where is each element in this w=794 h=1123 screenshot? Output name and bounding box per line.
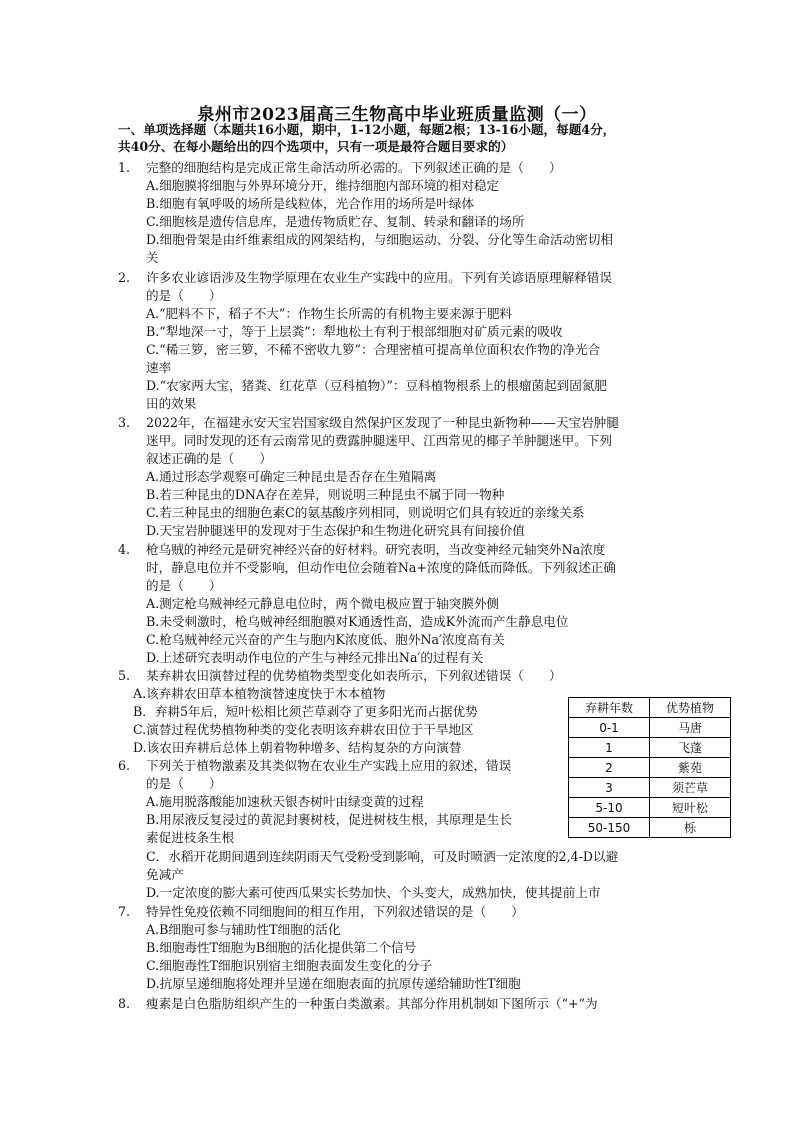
question-1-stem: 1. 完整的细胞结构是完成正常生命活动所必需的。下列叙述正确的是（ ）: [118, 160, 562, 175]
question-1-option-b: B.细胞有氧呼吸的场所是线粒体，光合作用的场所是叶绿体: [146, 196, 475, 211]
question-8-stem: 8. 瘦素是白色脂肪组织产生的一种蛋白类激素。其部分作用机制如下图所示（“+”为: [118, 996, 598, 1011]
question-2-option-d: D.“农家两大宝，猪粪、红花草（豆科植物）”：豆科植物根系上的根瘤菌起到固氮肥: [146, 378, 608, 393]
table-header: 优势植物: [650, 698, 731, 718]
question-4-option-d: D.上述研究表明动作电位的产生与神经元排出Na′的过程有关: [146, 650, 484, 665]
table-row: [569, 718, 731, 738]
question-7-option-a: A.B细胞可参与辅助性T细胞的活化: [146, 922, 341, 937]
question-5-option-b: B．弃耕5年后，短叶松相比须芒草剥夺了更多阳光而占据优势: [133, 704, 478, 719]
table-cell: 紫苑: [650, 758, 731, 778]
question-4-option-b: B.未受刺激时，枪乌贼神经细胞膜对K通透性高，造成K外流而产生静息电位: [146, 614, 569, 629]
table-cell: 0-1: [569, 718, 650, 738]
section-heading: 一、单项选择题（本题共16小题，期中，1-12小题，每题2根；13-16小题，每题4分，: [118, 122, 616, 137]
table-row: [569, 818, 731, 838]
table-cell: 1: [569, 738, 650, 758]
question-4-option-c: C.枪乌贼神经元兴奋的产生与胞内K浓度低、胞外Na′浓度高有关: [146, 632, 505, 647]
question-4-option-a: A.测定枪乌贼神经元静息电位时，两个微电极应置于轴突膜外侧: [146, 596, 500, 611]
table-cell: 3: [569, 778, 650, 798]
question-3-option-a: A.通过形态学观察可确定三种昆虫是否存在生殖隔离: [146, 469, 437, 484]
question-1-option-a: A.细胞膜将细胞与外界环境分开，维持细胞内部环境的相对稳定: [146, 178, 500, 193]
question-7-option-b: B.细胞毒性T细胞为B细胞的活化提供第二个信号: [146, 940, 417, 955]
question-6-stem-cont: 的是（ ）: [146, 776, 222, 791]
page-title: 泉州市2023届高三生物高中毕业班质量监测（一）: [197, 105, 597, 125]
question-3-option-c: C.若三种昆虫的细胞色素C的氨基酸序列相同，则说明它们具有较近的亲缘关系: [146, 505, 585, 520]
table-cell: 马唐: [650, 718, 731, 738]
question-7-option-c: C.细胞毒性T细胞识别宿主细胞表面发生变化的分子: [146, 958, 433, 973]
table-row: [569, 778, 731, 798]
question-4-stem: 4. 枪乌贼的神经元是研究神经兴奋的好材料。研究表明，当改变神经元轴突外Na浓度: [118, 542, 606, 557]
question-7-stem: 7. 特异性免疫依赖不同细胞间的相互作用，下列叙述错误的是（ ）: [118, 904, 524, 919]
table-cell: 须芒草: [650, 778, 731, 798]
question-2-stem: 2. 许多农业谚语涉及生物学原理在农业生产实践中的应用。下列有关谚语原理解释错误: [118, 270, 612, 285]
table-row: [569, 798, 731, 818]
question-2-option-c: C.“稀三箩，密三箩，不稀不密收九箩”：合理密植可提高单位面积农作物的净光合: [146, 342, 601, 357]
question-2-option-b: B.“犁地深一寸，等于上层粪”：犁地松土有利于根部细胞对矿质元素的吸收: [146, 324, 563, 339]
question-3-stem-cont: 迷甲。同时发现的还有云南常见的费露肿腿迷甲、江西常见的椰子羊肿腿迷甲。下列: [146, 433, 612, 448]
table-row: [569, 738, 731, 758]
question-5-option-a: A.该弃耕农田草本植物演替速度快于木本植物: [133, 686, 386, 701]
table-row: [569, 758, 731, 778]
question-1-option-d: D.细胞骨架是由纤维素组成的网架结构，与细胞运动、分裂、分化等生命活动密切相: [146, 232, 614, 247]
question-3-option-b: B.若三种昆虫的DNA存在差异，则说明三种昆虫不属于同一物种: [146, 487, 505, 502]
question-3-option-d: D.天宝岩肿腿迷甲的发现对于生态保护和生物进化研究具有间接价值: [146, 523, 525, 538]
question-6-option-b-cont: 素促进枝条生根: [146, 830, 235, 845]
table-cell: 5-10: [569, 798, 650, 818]
question-6-option-b: B.用尿液反复浸过的黄泥封裹树枝，促进树枝生根，其原理是生长: [146, 812, 512, 827]
question-4-stem-cont: 时，静息电位并不受影响，但动作电位会随着Na+浓度的降低而降低。下列叙述正确: [146, 560, 616, 575]
question-4-stem-cont2: 的是（ ）: [146, 578, 222, 593]
question-3-stem-cont2: 叙述正确的是（ ）: [146, 451, 272, 466]
question-5-option-d: D.该农田弃耕后总体上朝着物种增多、结构复杂的方向演替: [133, 740, 462, 755]
succession-table: [568, 697, 731, 838]
question-1-option-d-cont: 关: [146, 250, 159, 265]
table-cell: 短叶松: [650, 798, 731, 818]
question-6-option-c: C．水稻开花期间遇到连续阴雨天气受粉受到影响，可及时喷洒一定浓度的2,4-D以避: [146, 849, 619, 864]
table-cell: 50-150: [569, 818, 650, 838]
question-6-option-c-cont: 免减产: [146, 867, 184, 882]
question-2-option-c-cont: 速率: [146, 360, 172, 375]
question-6-option-a: A.施用脱落酸能加速秋天银杏树叶由绿变黄的过程: [146, 794, 424, 809]
table-cell: 2: [569, 758, 650, 778]
question-5-stem: 5. 某弃耕农田演替过程的优势植物类型变化如表所示，下列叙述错误（ ）: [118, 668, 562, 683]
section-heading-cont: 共40分、在每小题给出的四个选项中，只有一项是最符合题目要求的）: [118, 139, 514, 154]
question-5-option-c: C.演替过程优势植物种类的变化表明该弃耕农田位于干旱地区: [133, 722, 474, 737]
question-1-option-c: C.细胞核是遗传信息库，是遗传物质贮存、复制、转录和翻译的场所: [146, 214, 525, 229]
question-7-option-d: D.抗原呈递细胞将处理并呈递在细胞表面的抗原传递给辅助性T细胞: [146, 976, 521, 991]
question-3-stem: 3. 2022年，在福建永安天宝岩国家级自然保护区发现了一种昆虫新物种——天宝岩肿腿: [118, 415, 619, 430]
question-6-stem: 6. 下列关于植物激素及其类似物在农业生产实践上应用的叙述，错误: [118, 758, 512, 773]
table-header: 弃耕年数: [569, 698, 650, 718]
question-2-option-d-cont: 田的效果: [146, 396, 197, 411]
table-header-row: [569, 698, 731, 718]
table-cell: 栎: [650, 818, 731, 838]
question-6-option-d: D.一定浓度的膨大素可使西瓜果实长势加快、个头变大，成熟加快，使其提前上市: [146, 885, 601, 900]
table-cell: 飞蓬: [650, 738, 731, 758]
question-2-stem-cont: 的是（ ）: [146, 288, 222, 303]
question-2-option-a: A.“肥料不下，稻子不大”：作物生长所需的有机物主要来源于肥料: [146, 306, 513, 321]
